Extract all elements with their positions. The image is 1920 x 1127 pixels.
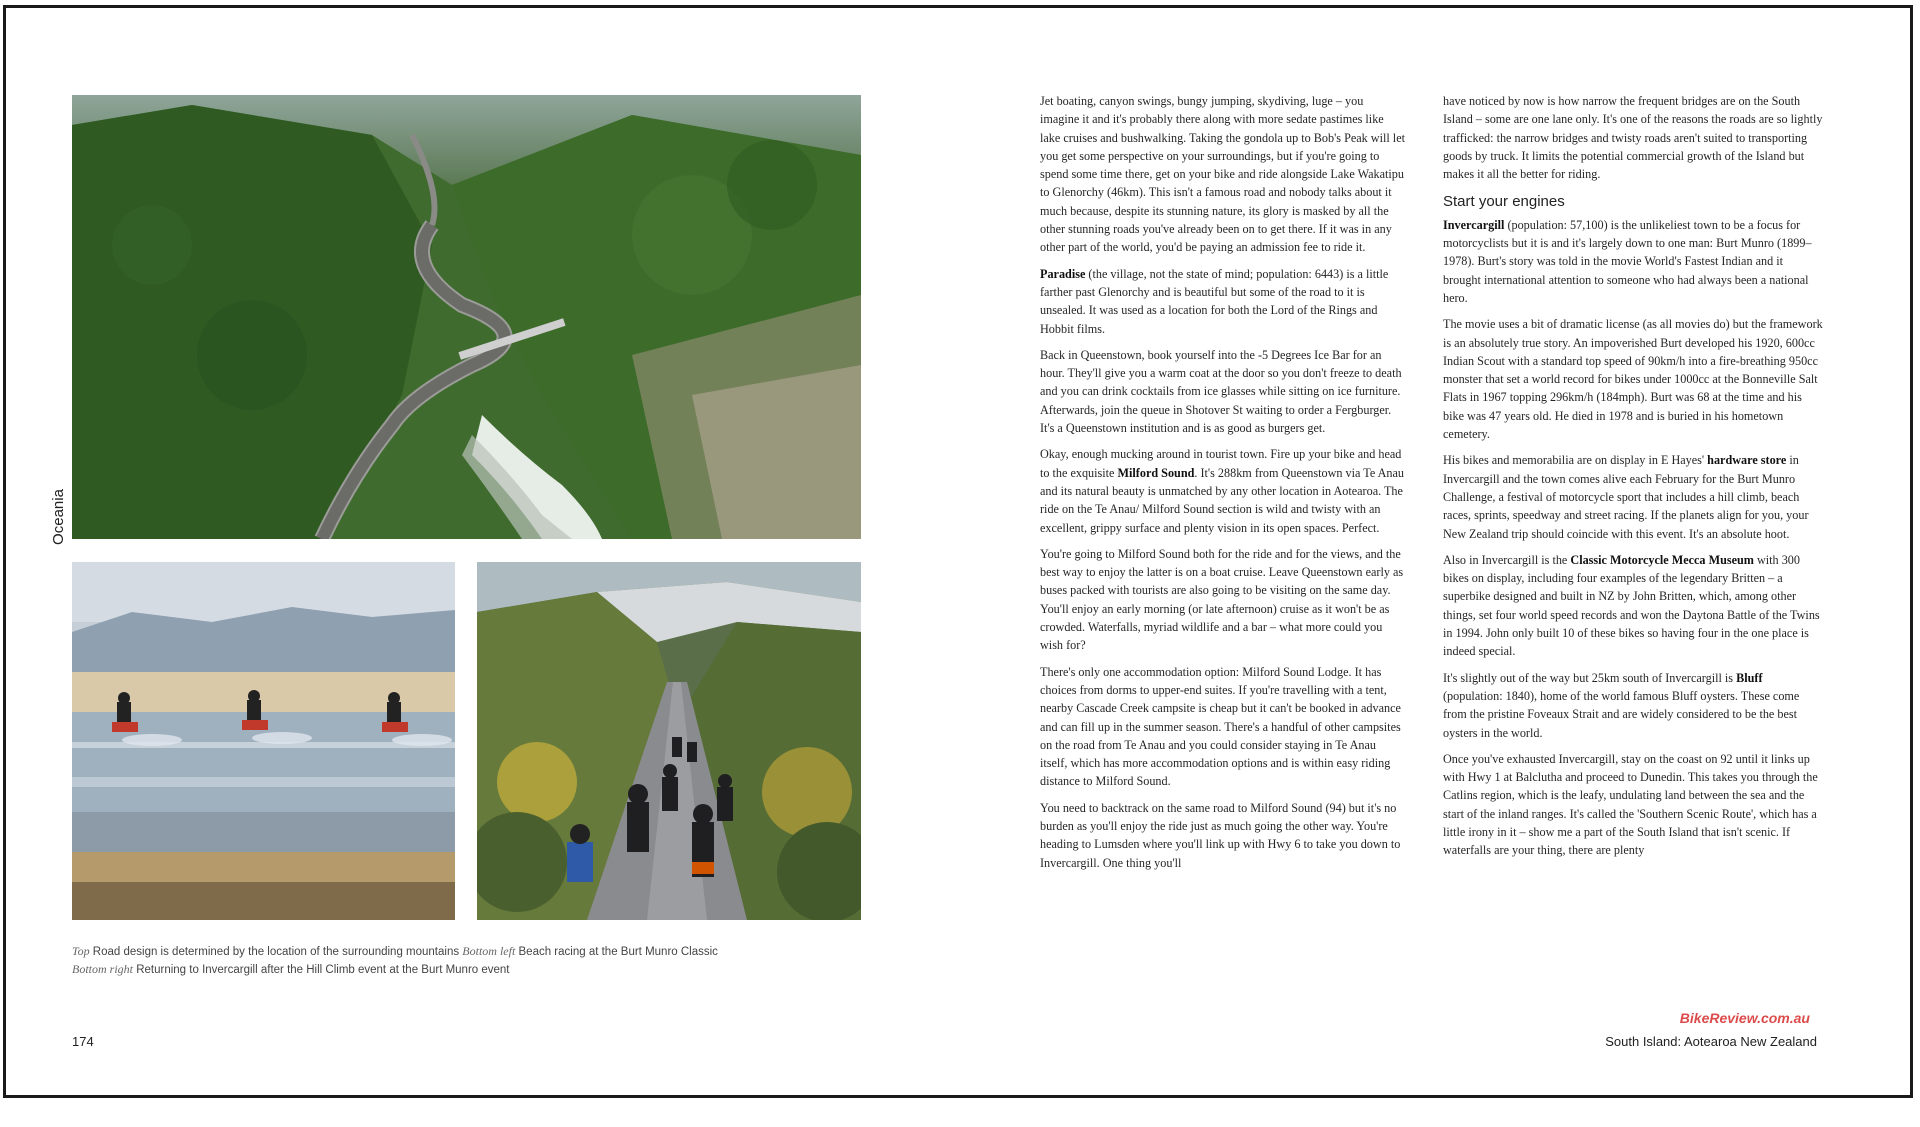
paragraph: Once you've exhausted Invercargill, stay on the coast on 92 until it links up with Hwy 1 at Balclutha and proceed to Dunedin. This takes you through the Catlins region, which is the leafy, undulating land between the sea and the start of the inland ranges. It's called the 'Southern Scenic Route', which has a little irony in it – show me a part of the South Island that isn't scenic. If waterfalls are your thing, there are plenty [1443,751,1818,858]
paragraph: Invercargill (population: 57,100) is the unlikeliest town to be a focus for motorcyclists but it is and it's largely down to one man: Burt Munro (1899–1978). Burt's story was told in the movie World's Fastest Indian and it brought international attention to someone who had always been a national hero. [1443,217,1812,305]
section-heading: Start your engines [1443,193,1565,211]
caption-top-text: Road design is determined by the location of the surrounding mountains [92,946,460,958]
beach-racing-photo [72,562,455,920]
left-page-number: 174 [72,1034,94,1049]
paragraph: There's only one accommodation option: Milford Sound Lodge. It has choices from dorms to upper-end suites. If you're travelling with a tent, nearby Cascade Creek campsite is cheap but it can't be booked in advance and can fill up in the summer season. There's a handful of other campsites on the road from Te Anau and you could consider staying in Te Anau itself, which has more accommodation options and is within easy riding distance to Milford Sound. [1040,664,1401,789]
aerial-mountain-road-photo [72,95,861,539]
paragraph: have noticed by now is how narrow the frequent bridges are on the South Island – some are one lane only. It's one of the reasons the roads are so lightly trafficked: the narrow bridges and twisty roads aren't suited to transporting goods by truck. It limits the potential commercial growth of the Island but makes it all the better for riding. [1443,94,1823,182]
paragraph: Paradise (the village, not the state of mind; population: 6443) is a little farther past Glenorchy and is beautiful but some of the road to it is unsealed. It was used as a location for both the Lord of the Rings and Hobbit films. [1040,266,1389,336]
photo-caption [72,943,862,979]
article-column-1 [1040,92,1405,972]
paragraph: His bikes and memorabilia are on display in E Hayes' hardware store in Invercargill and the town comes alive each February for the Burt Munro Challenge, a festival of motorcycle sport that includes a hill climb, beach races, sprints, speedway and street racing. If the planets align for you, your New Zealand trip should coincide with this event. It's an absolute hoot. [1443,453,1809,541]
paragraph: Also in Invercargill is the Classic Motorcycle Mecca Museum with 300 bikes on display, including four examples of the legendary Britten – a superbike designed and built in NZ by John Britten, which, among other things, set four world speed records and won the Daytona Battle of the Twins in 1994. John only built 10 of these bikes so having four in the one place is indeed special. [1443,552,1820,659]
caption-bottom-left-label: Bottom left [462,944,516,958]
section-label: Oceania [50,489,67,545]
article-column-2 [1443,92,1823,972]
paragraph: You're going to Milford Sound both for the ride and for the views, and the best way to enjoy the latter is on a boat cruise. Leave Queenstown early as buses packed with tourists are also going to be visiting on the same day. You'll enjoy an early morning (or late afternoon) cruise as it won't be as crowded. Waterfalls, myriad wildlife and a bar – what more could you wish for? [1040,546,1404,653]
caption-bottom-right-text: Returning to Invercargill after the Hill Climb event at the Burt Munro event [136,964,510,976]
paragraph: The movie uses a bit of dramatic license (as all movies do) but the framework is an absolutely true story. An impoverished Burt developed his 1920, 600cc Indian Scout with a standard top speed of 90km/h into a fire-breathing 950cc monster that set a world record for bikes under 1000cc at the Bonneville Salt Flats in 1967 topping 296km/h (184mph). Burt was 68 at the time and his bike was 47 years old. He died in 1978 and is buried in his hometown cemetery. [1443,317,1823,442]
paragraph: Back in Queenstown, book yourself into the -5 Degrees Ice Bar for an hour. They'll give you a warm coat at the door so you don't freeze to death and you can drink cocktails from ice glasses while sitting on ice furniture. Afterwards, join the queue in Shotover St waiting to order a Fergburger. It's a Queenstown institution and is as good as burgers get. [1040,347,1402,436]
right-running-footer: South Island: Aotearoa New Zealand [1605,1034,1817,1049]
hill-climb-return-photo [477,562,861,920]
caption-bottom-right-label: Bottom right [72,962,134,976]
caption-bottom-left-text: Beach racing at the Burt Munro Classic [518,946,718,958]
paragraph: You need to backtrack on the same road to Milford Sound (94) but it's no burden as you'll enjoy the ride just as much going the other way. You're heading to Lumsden where you'll link up with Hwy 6 to take you down to Invercargill. One thing you'll [1040,800,1401,870]
paragraph: Okay, enough mucking around in tourist town. Fire up your bike and head to the exquisite Milford Sound. It's 288km from Queenstown via Te Anau and its natural beauty is unmatched by any other location in Aotearoa. The ride on the Te Anau/ Milford Sound section is wild and twisty with an excellent, grippy surface and plenty vision in its open spaces. Perfect. [1040,447,1405,535]
watermark-logo: BikeReview.com.au [1679,1010,1810,1026]
caption-top-label: Top [72,944,90,958]
paragraph: It's slightly out of the way but 25km south of Invercargill is Bluff (population: 1840), home of the world famous Bluff oysters. These come from the pristine Foveaux Strait and are widely considered to be the best oysters in the world. [1443,670,1800,740]
paragraph: Jet boating, canyon swings, bungy jumping, skydiving, luge – you imagine it and it's probably there along with more sedate pastimes like lake cruises and bushwalking. Taking the gondola up to Bob's Peak will let you get some perspective on your surroundings, but if you're going to spend some time there, get on your bike and ride alongside Lake Wakatipu to Glenorchy (46km). This isn't a famous road and nobody talks about it much because, despite its stunning nature, its glory is masked by all the other stunning roads you've already been on to get there. If it was in any other part of the world, you'd be paying an admission fee to ride it. [1040,94,1405,255]
